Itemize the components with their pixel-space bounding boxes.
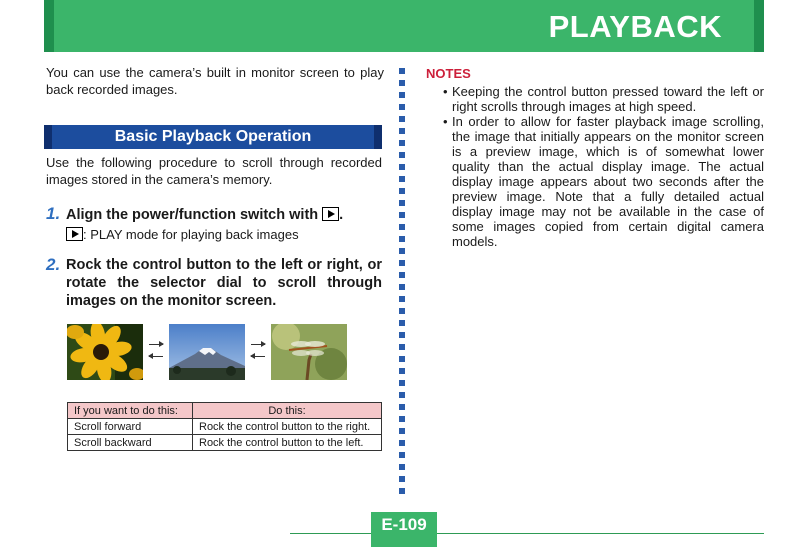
step-1-text [66,206,343,224]
table-header-cell: Do this: [193,403,382,419]
step-1-sub-label: : PLAY mode for playing back images [83,227,299,242]
step-2-number: 2. [46,255,61,274]
step-1-label: Align the power/function switch with [66,207,319,223]
table-header-cell: If you want to do this: [68,403,193,419]
list-item: • In order to allow for faster playback image scrolling, the image that initially appears on the monitor screen is a preview image, which is of somewhat lower quality than the actual display image. The actual display image appears about two seconds after the preview image. Note that a fully detailed actual display image may not be available in the case of some images copied from certain digital camera models. [452,114,764,249]
step-2-text: Rock the control button to the left or right, or rotate the selector dial to scroll through images on the monitor screen. [66,257,382,309]
table-cell: Rock the control button to the left. [193,435,382,451]
play-mode-icon [66,227,83,241]
scroll-operations-table [67,402,382,451]
table-cell: Rock the control button to the right. [193,419,382,435]
column-divider [399,68,405,496]
intro-text: You can use the camera’s built in monitor screen to play back recorded images. [46,65,384,97]
notes-list [452,84,764,249]
arrow-right-icon [149,344,163,345]
page-number: E-109 [371,512,437,547]
sunflower-photo [67,324,143,380]
arrow-left-icon [149,356,163,357]
header-banner [44,0,764,52]
scroll-arrows-1 [149,338,165,362]
footer-rule [290,533,764,534]
list-item: • Keeping the control button pressed toward the left or right scrolls through images at high speed. [452,84,764,114]
table-row [68,435,382,451]
dragonfly-photo [271,324,347,380]
table-header-row [68,403,382,419]
table-cell: Scroll forward [68,419,193,435]
step-1-number: 1. [46,204,61,223]
page-title: PLAYBACK [548,9,722,44]
scroll-arrows-2 [251,338,267,362]
arrow-left-icon [251,356,265,357]
section-intro-text: Use the following procedure to scroll through recorded images stored in the camera’s memory. [46,155,382,187]
step-1-tail: . [339,207,344,223]
mount-fuji-photo [169,324,245,380]
play-mode-icon [322,207,339,221]
step-1-subtext [66,227,299,242]
table-row [68,419,382,435]
notes-heading: NOTES [426,66,471,81]
arrow-right-icon [251,344,265,345]
table-cell: Scroll backward [68,435,193,451]
section-heading: Basic Playback Operation [44,125,382,149]
